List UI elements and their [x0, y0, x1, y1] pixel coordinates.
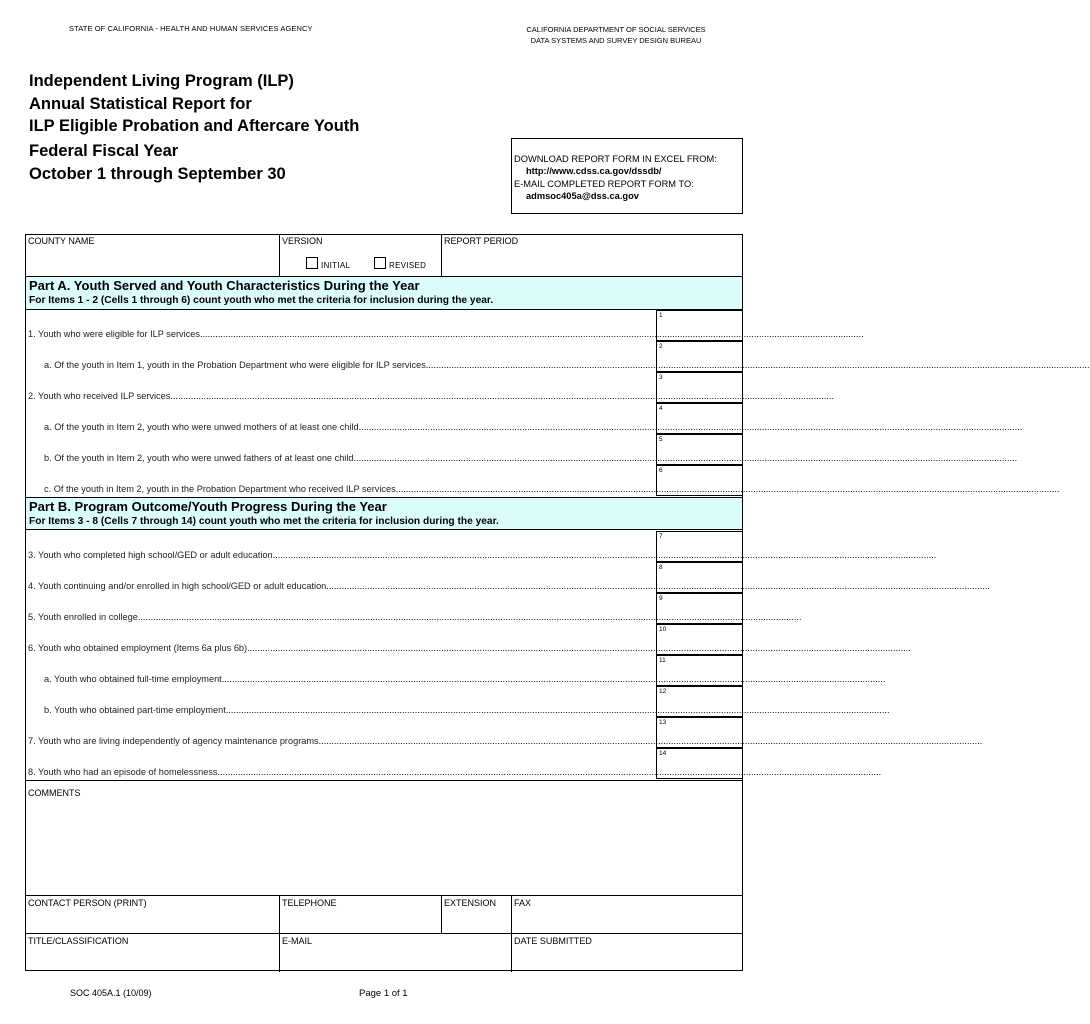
cell-number: 4: [659, 405, 663, 412]
form-number: SOC 405A.1 (10/09): [70, 988, 152, 998]
leader-dots: ....................................................................................................................................................................................................................................................................: [225, 705, 890, 715]
leader-dots: ....................................................................................................................................................................................................................................................................: [217, 767, 882, 777]
report-period-label: REPORT PERIOD: [444, 236, 519, 246]
leader-dots: ....................................................................................................................................................................................................................................................................: [425, 360, 1090, 370]
item-row: [26, 434, 1018, 465]
cell-number: 13: [659, 719, 667, 726]
item-row: [26, 372, 834, 403]
item-label: [44, 453, 1018, 463]
item-row: [26, 748, 882, 779]
telephone-field[interactable]: [280, 896, 441, 933]
extension-field[interactable]: [442, 896, 511, 933]
item-text: a. Of the youth in Item 1, youth in the Probation Department who were eligible for ILP services: [44, 360, 426, 370]
count-cell[interactable]: [656, 686, 742, 717]
item-row: [26, 341, 1090, 372]
item-label: [28, 391, 834, 401]
cell-number: 2: [659, 343, 663, 350]
item-label: [28, 612, 802, 622]
item-text: 7. Youth who are living independently of agency maintenance programs: [28, 736, 319, 746]
item-text: c. Of the youth in Item 2, youth in the Probation Department who received ILP services: [44, 484, 396, 494]
extension-label: EXTENSION: [444, 898, 497, 908]
cell-number: 3: [659, 374, 663, 381]
report-form: [25, 234, 1090, 971]
item-text: b. Youth who obtained part-time employment: [44, 705, 226, 715]
count-cell[interactable]: [656, 562, 742, 593]
cell-number: 10: [659, 626, 667, 633]
cell-number: 5: [659, 436, 663, 443]
item-label: [28, 643, 911, 653]
item-row: [26, 531, 937, 562]
county-name-field[interactable]: [26, 235, 279, 277]
email-field[interactable]: [280, 934, 511, 971]
fax-field[interactable]: [512, 896, 742, 933]
item-row: [26, 465, 1060, 496]
item-text: 1. Youth who were eligible for ILP services: [28, 329, 200, 339]
county-name-label: COUNTY NAME: [28, 236, 95, 246]
leader-dots: ....................................................................................................................................................................................................................................................................: [272, 550, 937, 560]
part-a-subheading: For Items 1 - 2 (Cells 1 through 6) count youth who met the criteria for inclusion during the year.: [29, 295, 494, 306]
count-cell[interactable]: [656, 310, 742, 341]
leader-dots: ....................................................................................................................................................................................................................................................................: [318, 736, 983, 746]
item-label: [28, 581, 990, 591]
title-line-2: Annual Statistical Report for: [29, 94, 252, 113]
item-row: [26, 403, 1023, 434]
item-label: [44, 705, 890, 715]
item-text: 3. Youth who completed high school/GED or adult education: [28, 550, 273, 560]
item-text: 6. Youth who obtained employment (Items 6a plus 6b): [28, 643, 248, 653]
initial-checkbox[interactable]: [306, 257, 318, 269]
cell-number: 9: [659, 595, 663, 602]
part-a-heading: Part A. Youth Served and Youth Characteristics During the Year: [29, 278, 420, 293]
contact-person-field[interactable]: [26, 896, 279, 933]
title-line-3: ILP Eligible Probation and Aftercare Youth: [29, 117, 360, 135]
fiscal-year-title: [29, 140, 286, 186]
item-row: [26, 310, 864, 341]
bureau-name: DATA SYSTEMS AND SURVEY DESIGN BUREAU: [530, 36, 702, 45]
leader-dots: ....................................................................................................................................................................................................................................................................: [137, 612, 802, 622]
item-label: [44, 484, 1060, 494]
part-b-heading: Part B. Program Outcome/Youth Progress During the Year: [29, 499, 387, 514]
comments-field[interactable]: [26, 781, 742, 895]
department-header: [480, 24, 752, 46]
fiscal-line-2: October 1 through September 30: [29, 165, 286, 183]
cell-number: 11: [659, 657, 666, 664]
submission-email-link[interactable]: admsoc405a@dss.ca.gov: [526, 191, 639, 202]
fax-label: FAX: [514, 898, 532, 908]
download-url-link[interactable]: http://www.cdss.ca.gov/dssdb/: [526, 166, 662, 177]
count-cell[interactable]: [656, 717, 742, 748]
item-text: 4. Youth continuing and/or enrolled in high school/GED or adult education: [28, 581, 327, 591]
item-label: [44, 674, 886, 684]
count-cell[interactable]: [656, 341, 742, 372]
version-field: [280, 235, 441, 277]
item-row: [26, 717, 983, 748]
title-classification-field[interactable]: [26, 934, 279, 971]
cell-number: 12: [659, 688, 667, 695]
item-label: [28, 736, 983, 746]
leader-dots: ....................................................................................................................................................................................................................................................................: [358, 422, 1023, 432]
item-row: [26, 655, 886, 686]
count-cell[interactable]: [656, 372, 742, 403]
email-label: E-MAIL: [282, 936, 313, 946]
item-label: [44, 360, 1090, 370]
item-text: 2. Youth who received ILP services: [28, 391, 171, 401]
count-cell[interactable]: [656, 403, 742, 434]
agency-header: STATE OF CALIFORNIA - HEALTH AND HUMAN SERVICES AGENCY: [69, 24, 313, 33]
cell-number: 1: [659, 312, 663, 319]
cell-number: 6: [659, 467, 663, 474]
leader-dots: ....................................................................................................................................................................................................................................................................: [247, 643, 911, 653]
revised-label: REVISED: [389, 261, 427, 270]
date-submitted-label: DATE SUBMITTED: [514, 936, 592, 946]
item-text: b. Of the youth in Item 2, youth who were unwed fathers of at least one child: [44, 453, 354, 463]
item-row: [26, 624, 911, 655]
part-a-header: [26, 276, 742, 310]
department-name: CALIFORNIA DEPARTMENT OF SOCIAL SERVICES: [526, 25, 706, 34]
title-classification-label: TITLE/CLASSIFICATION: [28, 936, 129, 946]
fiscal-line-1: Federal Fiscal Year: [29, 142, 179, 160]
report-title: [29, 70, 359, 138]
count-cell[interactable]: [656, 655, 742, 686]
item-text: a. Youth who obtained full-time employment: [44, 674, 222, 684]
count-cell[interactable]: [656, 531, 742, 562]
leader-dots: ....................................................................................................................................................................................................................................................................: [395, 484, 1060, 494]
title-line-1: Independent Living Program (ILP): [29, 72, 294, 90]
email-label: E-MAIL COMPLETED REPORT FORM TO:: [514, 178, 694, 189]
item-label: [28, 767, 882, 777]
report-period-field[interactable]: [442, 235, 742, 277]
part-b-header: [26, 497, 742, 530]
item-row: [26, 562, 990, 593]
count-cell[interactable]: [656, 465, 742, 496]
contact-person-label: CONTACT PERSON (PRINT): [28, 898, 147, 908]
count-cell[interactable]: [656, 624, 742, 655]
count-cell[interactable]: [656, 748, 742, 779]
version-label: VERSION: [282, 236, 323, 246]
item-row: [26, 686, 890, 717]
item-label: [28, 550, 937, 560]
count-cell[interactable]: [656, 434, 742, 465]
item-text: 8. Youth who had an episode of homelessness: [28, 767, 218, 777]
download-label: DOWNLOAD REPORT FORM IN EXCEL FROM:: [514, 154, 717, 164]
cell-number: 7: [659, 533, 663, 540]
comments-label: COMMENTS: [28, 788, 81, 798]
revised-checkbox[interactable]: [374, 257, 386, 269]
cell-number: 8: [659, 564, 663, 571]
item-row: [26, 593, 802, 624]
item-label: [44, 422, 1023, 432]
cell-number: 14: [659, 750, 667, 757]
leader-dots: ....................................................................................................................................................................................................................................................................: [221, 674, 886, 684]
item-text: 5. Youth enrolled in college: [28, 612, 138, 622]
page-number: Page 1 of 1: [359, 988, 408, 999]
leader-dots: ....................................................................................................................................................................................................................................................................: [326, 581, 990, 591]
leader-dots: ....................................................................................................................................................................................................................................................................: [353, 453, 1018, 463]
download-info-box: [511, 138, 743, 214]
leader-dots: ....................................................................................................................................................................................................................................................................: [199, 329, 864, 339]
item-text: a. Of the youth in Item 2, youth who were unwed mothers of at least one child: [44, 422, 359, 432]
leader-dots: ....................................................................................................................................................................................................................................................................: [170, 391, 834, 401]
count-cell[interactable]: [656, 593, 742, 624]
telephone-label: TELEPHONE: [282, 898, 337, 908]
initial-label: INITIAL: [321, 261, 351, 270]
date-submitted-field[interactable]: [512, 934, 742, 971]
item-label: [28, 329, 864, 339]
part-b-subheading: For Items 3 - 8 (Cells 7 through 14) count youth who met the criteria for inclusion during the year.: [29, 516, 499, 527]
